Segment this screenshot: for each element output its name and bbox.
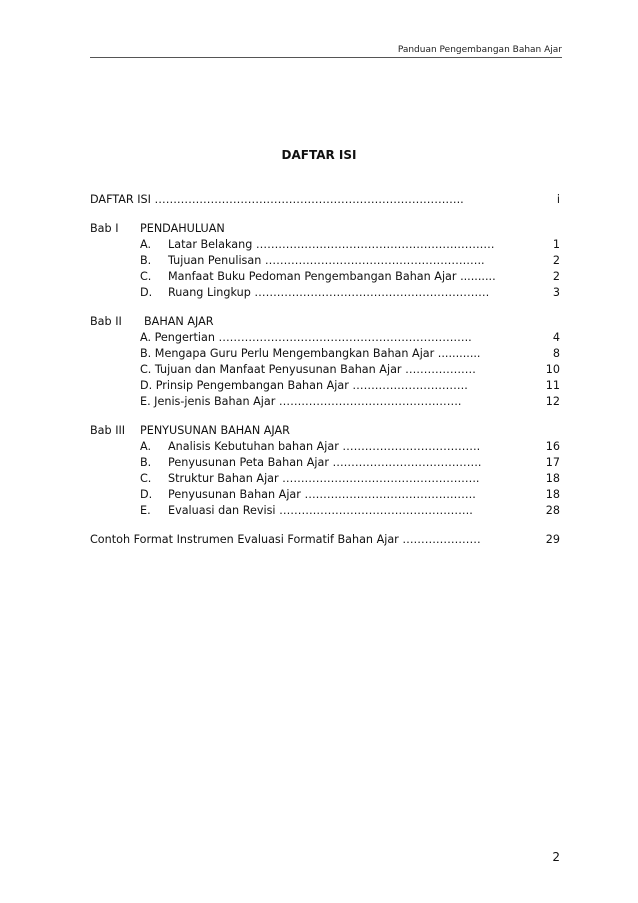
- entry-text: E. Jenis-jenis Bahan Ajar ………………………………………….: [140, 395, 462, 408]
- page-number: 2: [552, 850, 560, 864]
- entry-text: Penyusunan Bahan Ajar ……………………………………….: [168, 488, 476, 501]
- toc-entry-contoh-format[interactable]: [0, 533, 638, 547]
- entry-letter: C.: [140, 472, 152, 485]
- toc-entry[interactable]: [0, 504, 638, 518]
- entry-text: Ruang Lingkup ………………………………………………………: [168, 286, 490, 299]
- entry-letter: B.: [140, 254, 152, 267]
- toc-page-number: 12: [545, 395, 560, 408]
- toc-page-number: 28: [545, 504, 560, 517]
- toc-page-number: 8: [552, 347, 560, 360]
- entry-text: Latar Belakang ……………………………………………………….: [168, 238, 495, 251]
- toc-page-number: 4: [552, 331, 560, 344]
- page-title: DAFTAR ISI: [281, 148, 357, 162]
- toc-entry[interactable]: [0, 472, 638, 486]
- toc-chapter-3[interactable]: [0, 424, 638, 438]
- entry-text: Manfaat Buku Pedoman Pengembangan Bahan Ajar ..........: [168, 270, 496, 283]
- entry-text: B. Mengapa Guru Perlu Mengembangkan Bahan Ajar ............: [140, 347, 481, 360]
- toc-page-number: 29: [545, 533, 560, 546]
- toc-entry[interactable]: [0, 331, 638, 345]
- toc-page-number: 10: [545, 363, 560, 376]
- entry-text: A. Pengertian …………………………………………………………..: [140, 331, 472, 344]
- toc-entry[interactable]: [0, 238, 638, 252]
- toc-entry[interactable]: [0, 286, 638, 300]
- toc-entry[interactable]: [0, 363, 638, 377]
- chapter-number: Bab I: [90, 222, 119, 235]
- toc-entry-label: Contoh Format Instrumen Evaluasi Formatif Bahan Ajar …………………: [90, 533, 481, 546]
- entry-text: C. Tujuan dan Manfaat Penyusunan Bahan Ajar ……………….: [140, 363, 476, 376]
- toc-chapter-1[interactable]: [0, 222, 638, 236]
- toc-entry[interactable]: [0, 395, 638, 409]
- chapter-title: PENYUSUNAN BAHAN AJAR: [140, 424, 290, 437]
- toc-entry[interactable]: [0, 254, 638, 268]
- toc-entry[interactable]: [0, 456, 638, 470]
- entry-text: D. Prinsip Pengembangan Bahan Ajar ………………………….: [140, 379, 468, 392]
- toc-page-number: 11: [545, 379, 560, 392]
- entry-text: Analisis Kebutuhan bahan Ajar ……………………………….: [168, 440, 481, 453]
- chapter-title: PENDAHULUAN: [140, 222, 225, 235]
- toc-entry[interactable]: [0, 379, 638, 393]
- toc-entry[interactable]: [0, 270, 638, 284]
- toc-page-number: i: [556, 193, 560, 206]
- toc-page-number: 18: [545, 472, 560, 485]
- toc-page-number: 2: [552, 254, 560, 267]
- entry-letter: D.: [140, 286, 153, 299]
- entry-letter: D.: [140, 488, 153, 501]
- entry-letter: B.: [140, 456, 152, 469]
- chapter-number: Bab II: [90, 315, 122, 328]
- entry-text: Tujuan Penulisan …………………………………………………..: [168, 254, 485, 267]
- toc-entry[interactable]: [0, 347, 638, 361]
- entry-letter: A.: [140, 238, 152, 251]
- entry-letter: C.: [140, 270, 152, 283]
- entry-letter: A.: [140, 440, 152, 453]
- running-header: Panduan Pengembangan Bahan Ajar: [397, 45, 562, 55]
- toc-entry-daftar-isi[interactable]: [0, 193, 638, 207]
- toc-entry[interactable]: [0, 488, 638, 502]
- entry-text: Evaluasi dan Revisi …………………………………………….: [168, 504, 473, 517]
- toc-page-number: 2: [552, 270, 560, 283]
- toc-chapter-2[interactable]: [0, 315, 638, 329]
- toc-entry[interactable]: [0, 440, 638, 454]
- chapter-number: Bab III: [90, 424, 126, 437]
- toc-page-number: 16: [545, 440, 560, 453]
- entry-text: Struktur Bahan Ajar ……………………………………………..: [168, 472, 480, 485]
- toc-page-number: 1: [552, 238, 560, 251]
- toc-entry-label: DAFTAR ISI ………………………………………………………………………..: [90, 193, 464, 206]
- toc-page-number: 3: [552, 286, 560, 299]
- toc-page-number: 18: [545, 488, 560, 501]
- chapter-title: BAHAN AJAR: [144, 315, 214, 328]
- header-rule: [90, 57, 562, 58]
- toc-page-number: 17: [545, 456, 560, 469]
- entry-text: Penyusunan Peta Bahan Ajar ………………………………….: [168, 456, 482, 469]
- entry-letter: E.: [140, 504, 151, 517]
